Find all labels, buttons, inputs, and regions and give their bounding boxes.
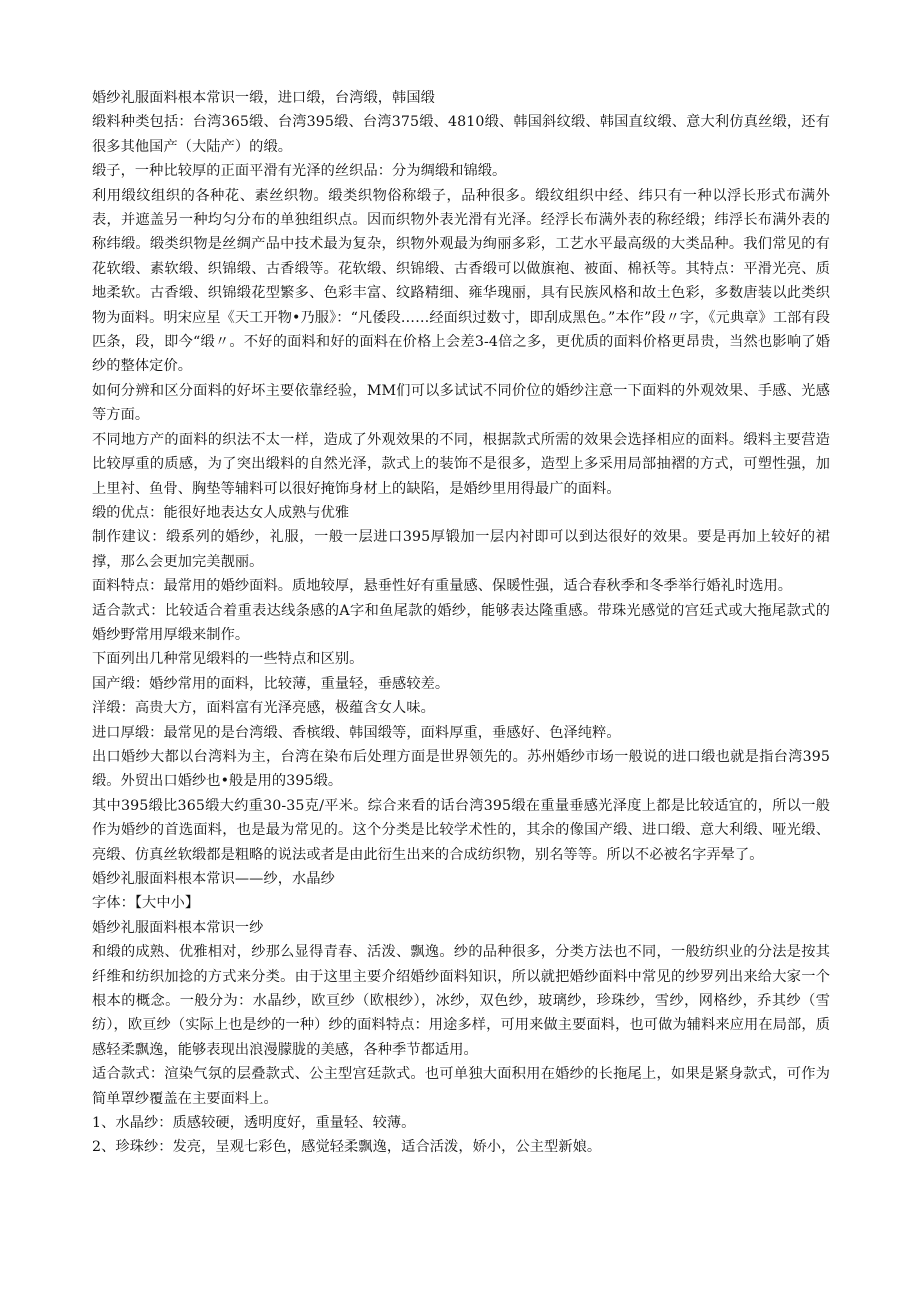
font-size-control: 字体：【大中小】: [92, 895, 200, 912]
document-body: [92, 86, 830, 1160]
paragraph: 适合款式：比较适合着重表达线条感的A字和鱼尾款的婚纱，能够表达隆重感。带珠光感觉的宫廷式或大拖尾款式的婚纱野常用厚缎来制作。: [92, 602, 830, 643]
paragraph: 制作建议：缎系列的婚纱，礼服，一般一层进口395厚锻加一层内衬即可以到达很好的效果。要是再加上较好的裙撑，那么会更加完美靓丽。: [92, 529, 830, 570]
list-item: 2、珍珠纱：发亮，呈观七彩色，感觉轻柔飘逸，适合活泼，娇小，公主型新娘。: [92, 1139, 602, 1156]
paragraph: 出口婚纱大都以台湾料为主，台湾在染布后处理方面是世界领先的。苏州婚纱市场一般说的进口缎也就是指台湾395缎。外贸出口婚纱也•般是用的395缎。: [92, 748, 830, 790]
doc-title: 婚纱礼服面料根本常识一缎，进口缎，台湾缎，韩国缎: [92, 90, 435, 106]
section-title: 婚纱礼服面料根本常识——纱，水晶纱: [92, 871, 335, 887]
section-subtitle: 婚纱礼服面料根本常识一纱: [92, 919, 264, 936]
paragraph: 缎子，一种比较厚的正面平滑有光泽的丝织品：分为绸缎和锦缎。: [92, 163, 507, 180]
paragraph: 其中395缎比365缎大约重30-35克/平米。综合来看的话台湾395缎在重量垂感光泽度上都是比较适宜的，所以一般作为婚纱的首选面料，也是最为常见的。这个分类是比较学术性的，其余的像国产缎、进口缎、意大利缎、哑光缎、亮缎、仿真丝软缎都是粗略的说法或者是由此衍生出来的合成纺织物，别名等等。所以不必被名字弄晕了。: [92, 797, 830, 863]
paragraph: 如何分辨和区分面料的好坏主要依靠经验，MM们可以多试试不同价位的婚纱注意一下面料的外观效果、手感、光感等方面。: [92, 382, 830, 424]
paragraph: 国产缎：婚纱常用的面料，比较薄，重量轻，垂感较差。: [92, 675, 450, 692]
paragraph: 和缎的成熟、优雅相对，纱那么显得青春、活泼、飘逸。纱的品种很多，分类方法也不同，一般纺织业的分法是按其纤维和纺织加捻的方式来分类。由于这里主要介绍婚纱面料知识，所以就把婚纱面料中常见的纱罗列出来给大家一个根本的概念。一般分为：水晶纱，欧亘纱（欧根纱），冰纱，双色纱，玻璃纱，珍珠纱，雪纱，网格纱，乔其纱（雪纺），欧亘纱（实际上也是纱的一种）纱的面料特点：用途多样，可用来做主要面料，也可做为辅料来应用在局部，质感轻柔飘逸，能够表现出浪漫朦胧的美感，各种季节都适用。: [92, 944, 830, 1058]
paragraph: 不同地方产的面料的织法不太一样，造成了外观效果的不同，根据款式所需的效果会选择相应的面料。缎料主要营造比较厚重的质感，为了突出缎料的自然光泽，款式上的装饰不是很多，造型上多采用局部抽褶的方式，可塑性强，加上里衬、鱼骨、胸垫等辅料可以很好掩饰身材上的缺陷，是婚纱里用得最广的面料。: [92, 431, 830, 497]
paragraph: 适合款式：渲染气氛的层叠款式、公主型宫廷款式。也可单独大面积用在婚纱的长拖尾上，如果是紧身款式，可作为简单罩纱覆盖在主要面料上。: [92, 1066, 830, 1107]
list-item: 1、水晶纱：质感较硬，透明度好，重量轻、较薄。: [92, 1115, 416, 1132]
paragraph: 下面列出几种常见缎料的一些特点和区别。: [92, 651, 364, 668]
paragraph: 进口厚缎：最常见的是台湾缎、香槟缎、韩国缎等，面料厚重，垂感好、色泽纯粹。: [92, 724, 621, 741]
paragraph: 缎的优点：能很好地表达女人成熟与优雅: [92, 504, 350, 521]
paragraph: 面料特点：最常用的婚纱面料。质地较厚，悬垂性好有重量感、保暖性强，适合春秋季和冬季举行婚礼时选用。: [92, 578, 793, 595]
paragraph: 洋缎：高贵大方，面料富有光泽亮感，极蕴含女人味。: [92, 700, 435, 717]
paragraph: 利用缎纹组织的各种花、素丝织物。缎类织物俗称缎子，品种很多。缎纹组织中经、纬只有一种以浮长形式布满外表，并遮盖另一种均匀分布的单独组织点。因而织物外表光滑有光泽。经浮长布满外表的称经缎；纬浮长布满外表的称纬缎。缎类织物是丝绸产品中技术最为复杂，织物外观最为绚丽多彩，工艺水平最高级的大类品种。我们常见的有花软缎、素软缎、织锦缎、古香缎等。花软缎、织锦缎、古香缎可以做旗袍、被面、棉袄等。其特点：平滑光亮、质地柔软。古香缎、织锦缎花型繁多、色彩丰富、纹路精细、雍华瑰丽，具有民族风格和故土色彩，多数唐装以此类织物为面料。明宋应星《天工开物•乃服》：“凡倭段……经面织过数寸，即刮成黑色。”本作”段〃字，《元典章》工部有段匹条，段，即今“缎〃。不好的面料和好的面料在价格上会差3-4倍之多，更优质的面料价格更昂贵，当然也影响了婚纱的整体定价。: [92, 187, 830, 375]
paragraph: 缎料种类包括：台湾365缎、台湾395缎、台湾375缎、4810缎、韩国斜纹缎、韩国直纹缎、意大利仿真丝缎，还有很多其他国产（大陆产）的缎。: [92, 114, 830, 155]
